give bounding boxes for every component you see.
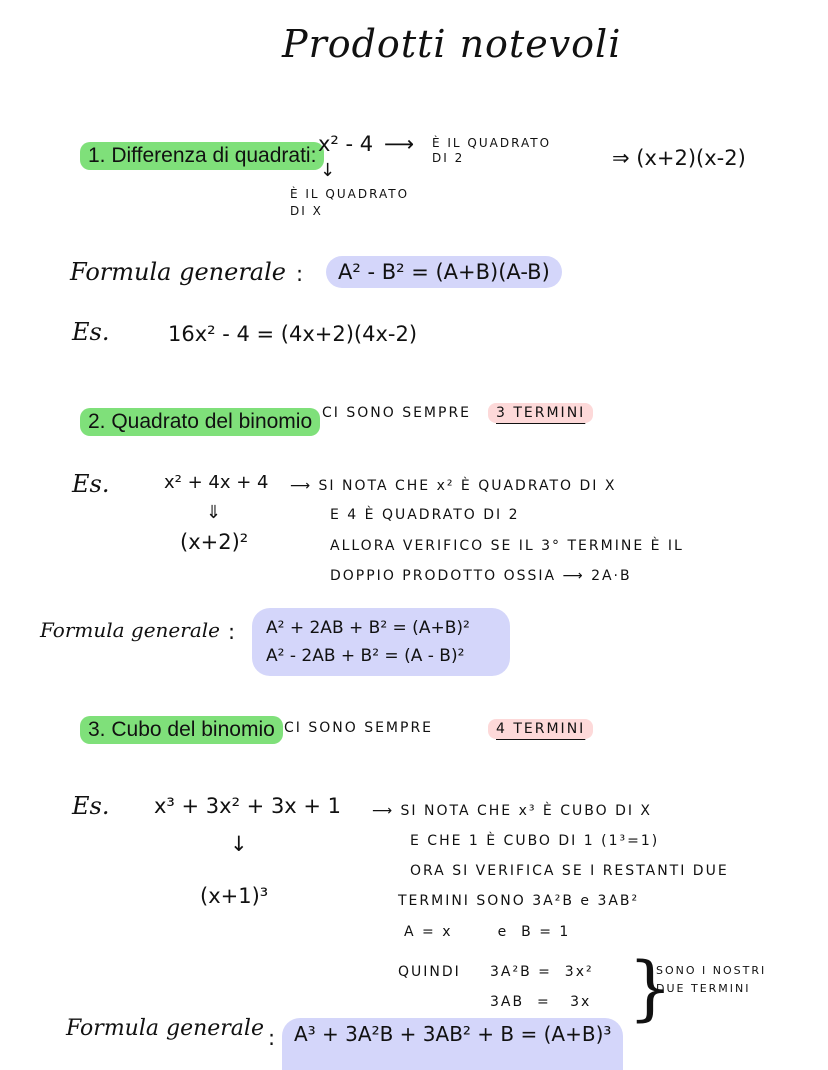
s3-line-4: TERMINI SONO 3A²B e 3AB² [398,893,640,909]
s2-line-2: E 4 È QUADRATO DI 2 [330,507,520,523]
section-2-heading: 2. Quadrato del binomio [80,408,320,436]
page-title: Prodotti notevoli [282,22,622,66]
section-1-heading: 1. Differenza di quadrati: [80,142,324,170]
s3-result: (x+1)³ [200,884,269,908]
s1-formula-label: Formula generale [70,258,286,286]
s1-arrow-right: ⟶ [384,132,415,156]
s2-expression: x² + 4x + 4 [164,472,269,493]
s3-formula-label: Formula generale [66,1016,264,1041]
s3-quindi: QUINDI [398,964,461,980]
s1-note-right: È IL QUADRATO DI 2 [432,136,552,165]
s2-formula-label: Formula generale [40,618,220,642]
s3-line-3: ORA SI VERIFICA SE I RESTANTI DUE [410,863,729,879]
s3-general-formula: A³ + 3A²B + 3AB² + B = (A+B)³ [282,1018,623,1070]
s3-line-5: A = x e B = 1 [404,924,571,940]
s3-expression: x³ + 3x² + 3x + 1 [154,794,342,818]
s3-line-1: ⟶ SI NOTA CHE x³ È CUBO DI X [372,803,653,819]
s3-example-label: Es. [72,792,110,820]
s2-colon: : [228,620,236,644]
s3-brace: } [628,947,673,1029]
s1-example-label: Es. [72,318,110,346]
s3-quindi-2: 3AB = 3x [490,994,592,1010]
section-3-heading: 3. Cubo del binomio [80,716,283,744]
s1-expression: x² - 4 [318,132,374,156]
s1-general-formula: A² - B² = (A+B)(A-B) [326,256,562,288]
s3-note-highlight: 4 TERMINI [488,719,593,739]
s3-note: CI SONO SEMPRE [284,720,434,736]
s2-formula-square-diff: A² - 2AB + B² = (A - B)² [266,646,465,666]
s2-formula-square-sum: A² + 2AB + B² = (A+B)² [266,618,470,638]
s3-line-2: E CHE 1 È CUBO DI 1 (1³=1) [410,833,660,849]
s2-note-highlight: 3 TERMINI [488,403,593,423]
s2-formula-box [252,608,510,676]
s3-quindi-1: 3A²B = 3x² [490,964,594,980]
s2-double-arrow: ⇓ [206,502,222,523]
s1-colon: : [296,262,304,286]
s3-colon: : [268,1026,276,1050]
s2-line-1: ⟶ SI NOTA CHE x² È QUADRATO DI X [290,478,617,494]
s2-example-label: Es. [72,470,110,498]
s2-result: (x+2)² [180,530,249,554]
s3-arrow-down: ↓ [230,832,248,856]
s2-note: CI SONO SEMPRE [322,405,472,421]
s1-arrow-down: ↓ [320,160,336,181]
s2-line-3: ALLORA VERIFICO SE IL 3° TERMINE È IL [330,538,684,554]
s3-brace-note: SONO I NOSTRI DUE TERMINI [656,964,767,995]
s1-note-below: È IL QUADRATO DI X [290,187,410,218]
s2-line-4: DOPPIO PRODOTTO OSSIA ⟶ 2A·B [330,568,632,584]
s1-example: 16x² - 4 = (4x+2)(4x-2) [168,322,418,346]
s1-result: ⇒ (x+2)(x-2) [612,146,746,170]
